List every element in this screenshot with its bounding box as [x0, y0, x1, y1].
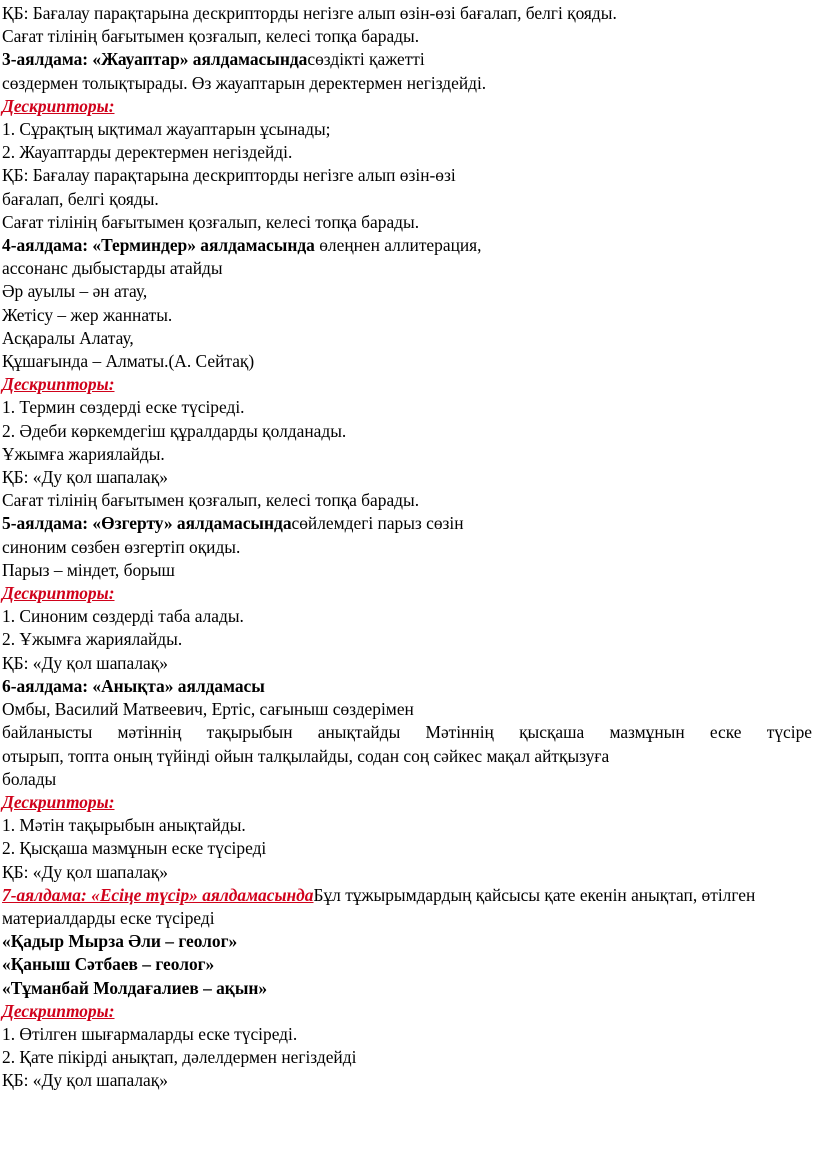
descriptors-heading: [2, 1000, 812, 1023]
poem-line: Әр ауылы – ән атау,: [2, 281, 148, 302]
descriptors-heading: [2, 582, 812, 605]
descriptor-item: 2. Әдеби көркемдегіш құралдарды қолданады.: [2, 420, 347, 441]
descriptor-item: 2. Қысқаша мазмұнын еске түсіреді: [2, 838, 267, 859]
poem-line: Жетісу – жер жаннаты.: [2, 304, 173, 325]
descriptor-item: 2. Ұжымға жариялайды.: [2, 629, 183, 650]
assessment-line: ҚБ: «Ду қол шапалақ»: [2, 467, 168, 488]
stop-7-task-cont: материалдарды еске түсіреді: [2, 907, 215, 928]
stop-3-task-cont: сөздермен толықтырады. Өз жауаптарын деректермен негіздейді.: [2, 72, 487, 93]
descriptor-item: Ұжымға жариялайды.: [2, 443, 165, 464]
stop-3-task: сөздікті қажетті: [307, 49, 425, 70]
statement-item: «Қадыр Мырза Әли – геолог»: [2, 931, 238, 952]
assessment-line: ҚБ: «Ду қол шапалақ»: [2, 861, 168, 882]
descriptors-heading: [2, 791, 812, 814]
descriptors-label: Дескрипторы:: [2, 95, 115, 116]
stop-5-task: сөйлемдегі парыз сөзін: [291, 513, 464, 534]
poem-line: Құшағында – Алматы.(А. Сейтақ): [2, 351, 255, 372]
stop-7-heading: [2, 884, 812, 907]
stop-6-task-cont: отырып, топта оның түйінді ойын талқылайды, содан соң сәйкес мақал айтқызуға: [2, 745, 610, 766]
assessment-line: ҚБ: Бағалау парақтарына дескрипторды негізге алып өзін-өзі: [2, 165, 456, 186]
stop-6-task-cont: болады: [2, 768, 57, 789]
descriptor-item: 1. Өтілген шығармаларды еске түсіреді.: [2, 1023, 298, 1044]
descriptors-label: Дескрипторы:: [2, 374, 115, 395]
descriptor-item: 1. Термин сөздерді еске түсіреді.: [2, 397, 245, 418]
poem-line: Асқаралы Алатау,: [2, 327, 134, 348]
descriptors-heading: [2, 95, 812, 118]
stop-3-heading: [2, 48, 812, 71]
descriptors-label: Дескрипторы:: [2, 583, 115, 604]
stop-3-title: 3-аялдама: «Жауаптар» аялдамасында: [2, 49, 308, 70]
descriptors-label: Дескрипторы:: [2, 1000, 115, 1021]
stop-4-title: 4-аялдама: «Терминдер» аялдамасында: [2, 235, 315, 256]
transition-line: Сағат тілінің бағытымен қозғалып, келесі топқа барады.: [2, 211, 420, 232]
assessment-line: ҚБ: «Ду қол шапалақ»: [2, 1070, 168, 1091]
statement-item: «Қаныш Сәтбаев – геолог»: [2, 954, 215, 975]
transition-line: Сағат тілінің бағытымен қозғалып, келесі топқа барады.: [2, 26, 420, 47]
statement-item: «Тұманбай Молдағалиев – ақын»: [2, 977, 268, 998]
stop-7-title: 7-аялдама: «Есіңе түсір» аялдамасында: [2, 884, 314, 905]
stop-5-title: 5-аялдама: «Өзгерту» аялдамасында: [2, 513, 292, 534]
stop-4-task: өлеңнен аллитерация,: [314, 235, 482, 256]
stop-5-task-cont: синоним сөзбен өзгертіп оқиды.: [2, 536, 241, 557]
stop-6-task: Омбы, Василий Матвеевич, Ертіс, сағыныш сөздерімен: [2, 699, 414, 720]
descriptor-item: 1. Сұрақтың ықтимал жауаптарын ұсынады;: [2, 119, 331, 140]
descriptor-item: 1. Синоним сөздерді таба алады.: [2, 606, 244, 627]
descriptor-item: 2. Қате пікірді анықтап, дәлелдермен негіздейді: [2, 1047, 357, 1068]
descriptors-heading: [2, 373, 812, 396]
descriptor-item: 2. Жауаптарды деректермен негіздейді.: [2, 142, 293, 163]
stop-7-task: Бұл тұжырымдардың қайсысы қате екенін анықтап, өтілген: [313, 884, 756, 905]
stop-4-heading: [2, 234, 812, 257]
transition-line: Сағат тілінің бағытымен қозғалып, келесі топқа барады.: [2, 490, 420, 511]
assessment-line: ҚБ: «Ду қол шапалақ»: [2, 652, 168, 673]
stop-6-title: 6-аялдама: «Анықта» аялдамасы: [2, 675, 265, 696]
descriptor-item: 1. Мәтін тақырыбын анықтайды.: [2, 815, 246, 836]
stop-5-heading: [2, 512, 812, 535]
assessment-line-cont: бағалап, белгі қояды.: [2, 188, 159, 209]
stop-4-task-cont: ассонанс дыбыстарды атайды: [2, 258, 223, 279]
assessment-line: ҚБ: Бағалау парақтарына дескрипторды негізге алып өзін-өзі бағалап, белгі қояды.: [2, 3, 617, 23]
synonym-example: Парыз – міндет, борыш: [2, 559, 175, 580]
descriptors-label: Дескрипторы:: [2, 791, 115, 812]
stop-6-task-cont: байланысты мәтіннің тақырыбын анықтайды Мәтіннің қысқаша мазмұнын еске түсіре: [2, 722, 812, 743]
